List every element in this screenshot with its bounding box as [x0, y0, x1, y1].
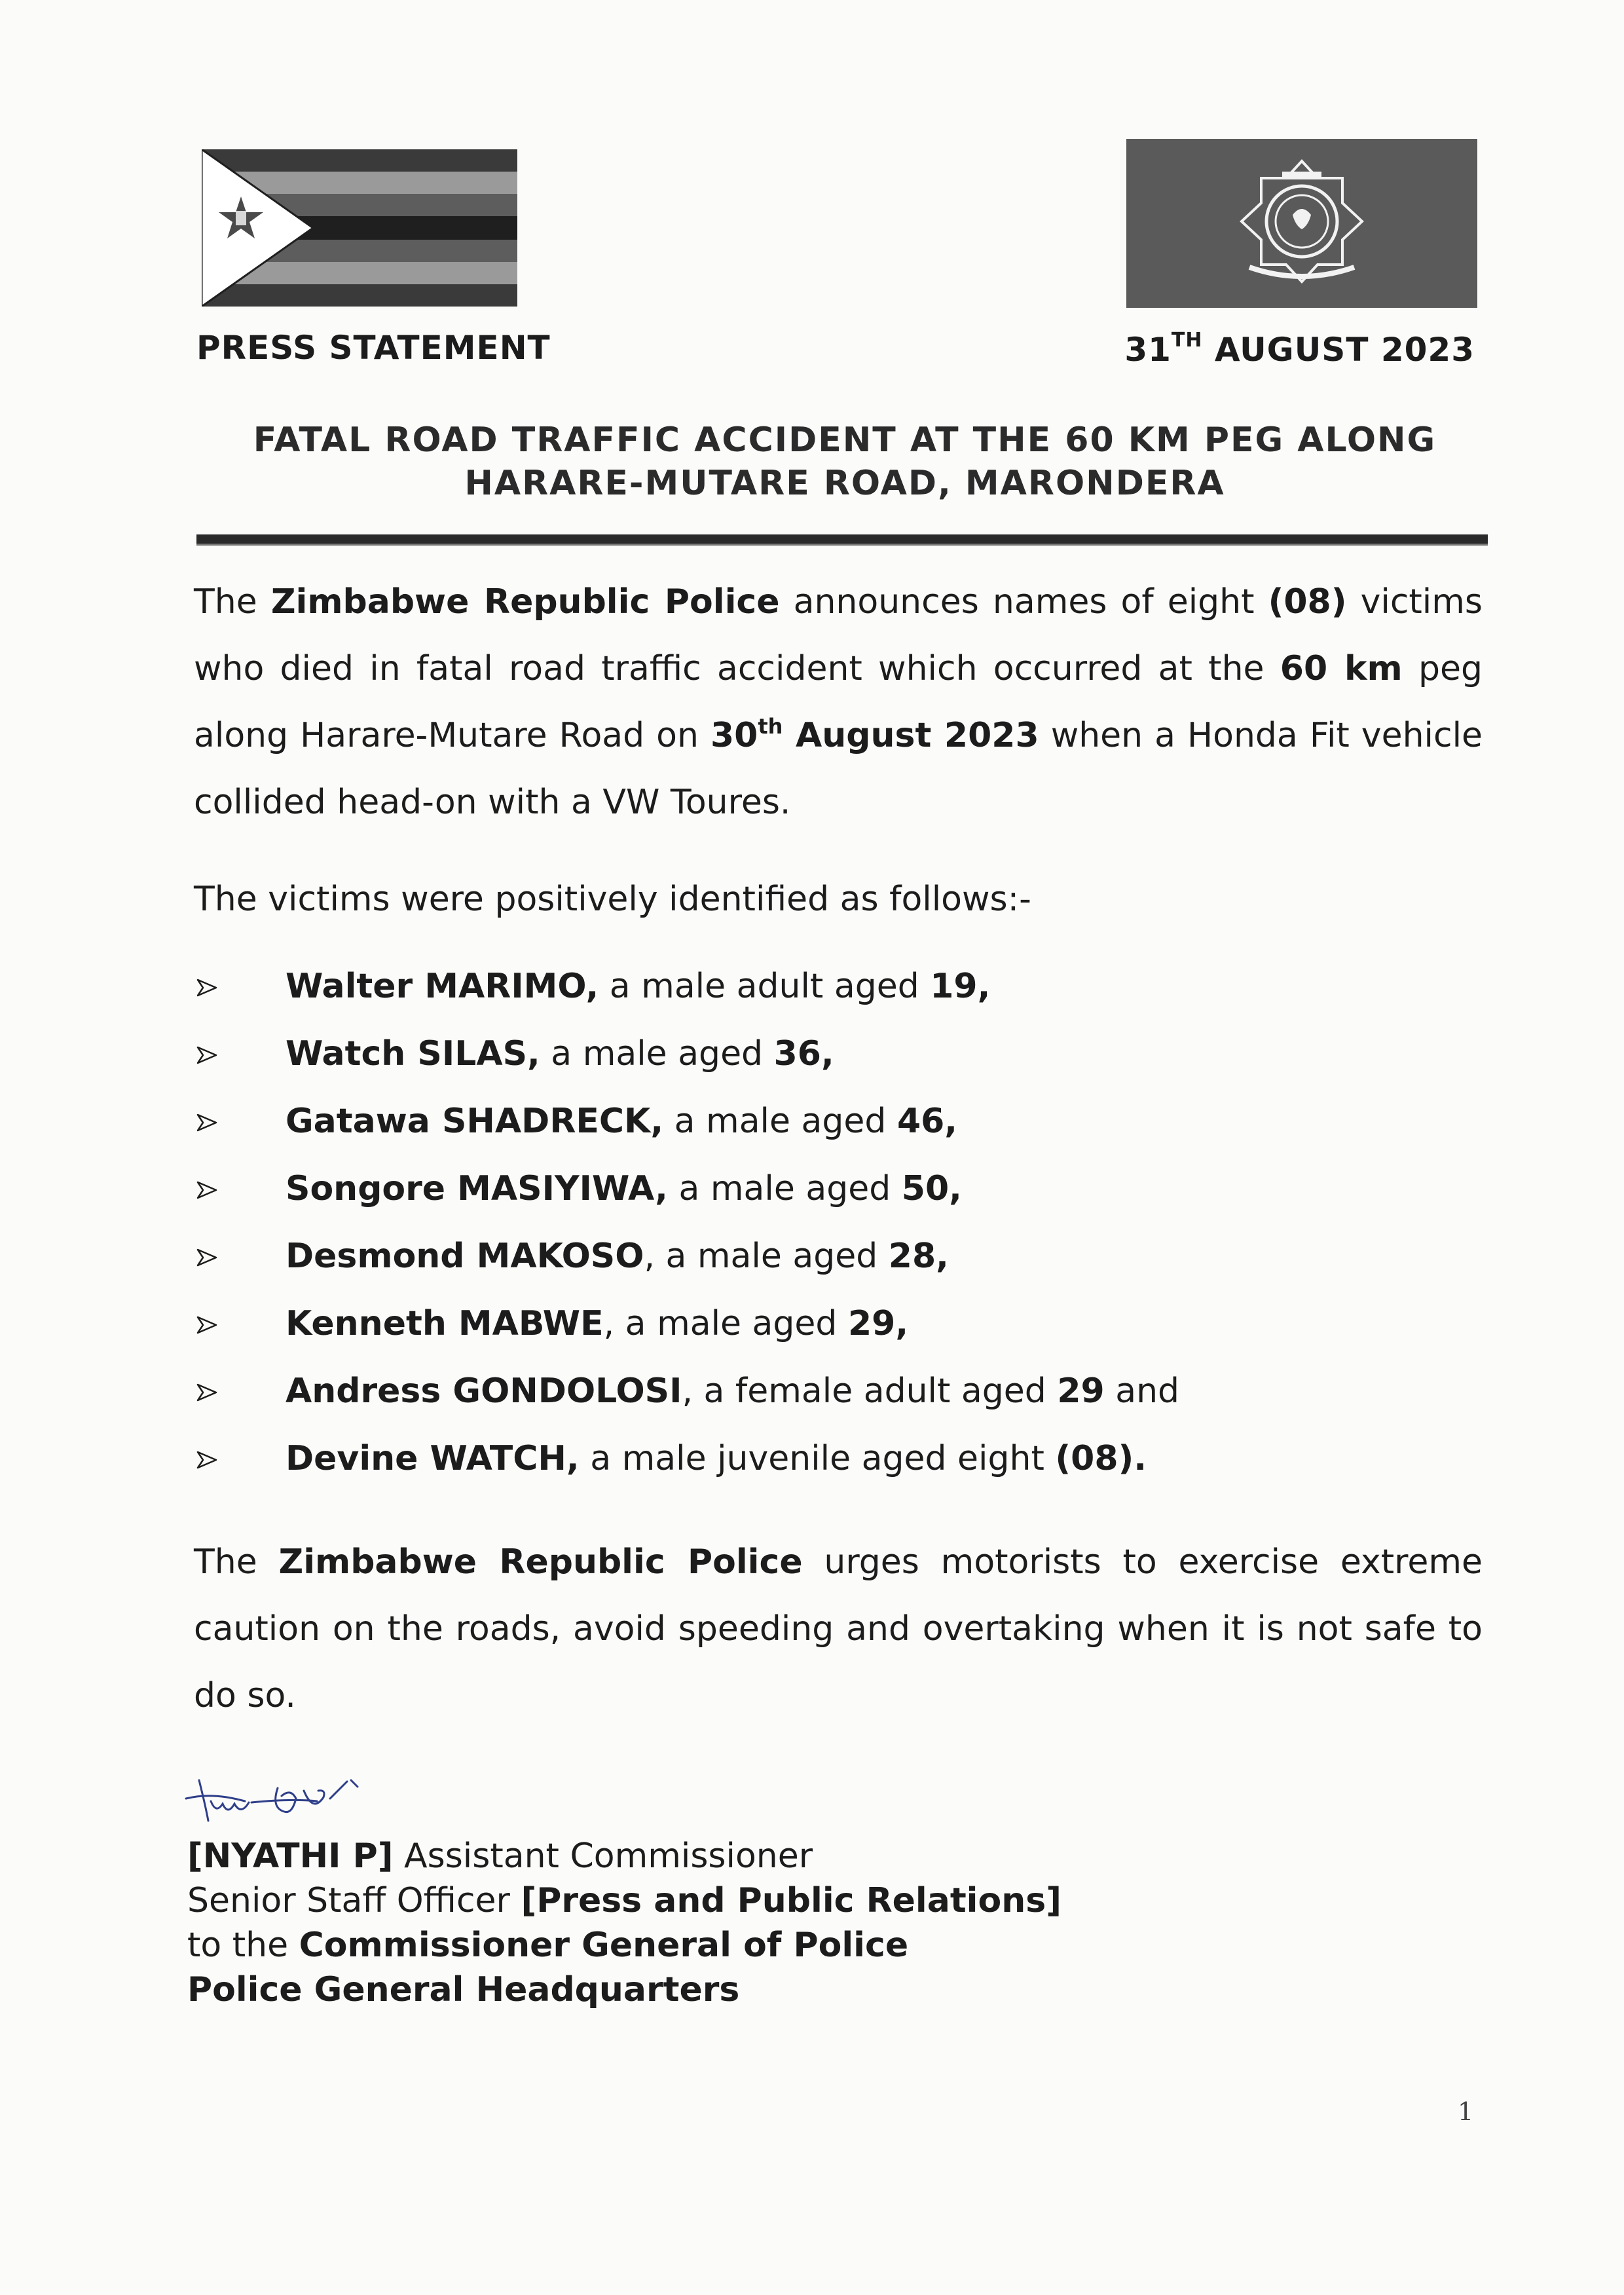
victim-name: Andress GONDOLOSI: [286, 1371, 682, 1411]
victim-name: Gatawa SHADRECK,: [286, 1102, 664, 1141]
victim-name: Watch SILAS,: [286, 1034, 540, 1073]
title-divider: [196, 534, 1488, 546]
statement-title-line-2: HARARE-MUTARE ROAD, MARONDERA: [464, 464, 1225, 503]
identified-line: The victims were positively identified as follows:-: [194, 880, 1031, 919]
arrow-bullet-icon: [194, 1155, 220, 1223]
signatory-office: Senior Staff Officer [Press and Public Relations]: [187, 1881, 1061, 1920]
signatory-hq: Police General Headquarters: [187, 1970, 740, 2009]
arrow-bullet-icon: [194, 1290, 220, 1358]
zimbabwe-flag: [202, 149, 517, 307]
victim-age: 29: [1057, 1371, 1105, 1411]
signatory-to: to the Commissioner General of Police: [187, 1926, 909, 1965]
closing-paragraph: The Zimbabwe Republic Police urges motorists to exercise extreme caution on the roads, avoid speeding and overtaking when it is not safe to do so.: [194, 1542, 1483, 1715]
victim-age: 29,: [847, 1304, 909, 1343]
press-statement-label: PRESS STATEMENT: [196, 329, 551, 367]
victim-age: 50,: [901, 1169, 962, 1208]
arrow-bullet-icon: [194, 1020, 220, 1088]
victim-age: 36,: [773, 1034, 834, 1073]
handwritten-signature: [173, 1762, 409, 1834]
arrow-bullet-icon: [194, 1088, 220, 1155]
arrow-bullet-icon: [194, 953, 220, 1020]
zrp-emblem: [1126, 139, 1477, 308]
arrow-bullet-icon: [194, 1425, 220, 1493]
victim-name: Walter MARIMO,: [286, 967, 599, 1006]
page-number: 1: [1458, 2097, 1474, 2126]
victim-name: Kenneth MABWE: [286, 1304, 604, 1343]
press-statement-page: PRESS STATEMENT 31TH AUGUST 2023 FATAL ROAD TRAFFIC ACCIDENT AT THE 60 KM PEG ALONG HARARE-MUTARE ROAD, MARONDERA The Zimbabwe Republic Police announces names of eight (08) victims who died in fatal road traffic accident which occurred at the 60 km peg along Harare-Mutare Road on 30th August 2023 when a Honda Fit vehicle collided head-on with a VW Toures. The victims were positively identified as follows:- Walter MARIMO, a male adult aged 19, Watch SILAS, a male aged 36, Gatawa SHADRECK, a male aged 46, Songore MASIYIWA, a male aged 50, Desmond MAKOSO, a male aged 28, Kenneth MABWE, a male aged 29, Andress GONDOLOSI, a female adult aged 29 and Devine WATCH, a male juvenile aged eight (08). The Zimbabwe Republic Police urges motorists to exercise extreme caution on the roads, avoid speeding and overtaking when it is not safe to do so. [NYATHI P] Assistant Commissioner Senior Staff Officer [Press and Public Relations] to the Commissioner General of Police Police General Headquarters 1: [0, 0, 1624, 2295]
arrow-bullet-icon: [194, 1223, 220, 1290]
victim-age: 28,: [888, 1237, 949, 1276]
victim-age: 19,: [930, 967, 991, 1006]
arrow-bullet-icon: [194, 1358, 220, 1425]
intro-paragraph: The Zimbabwe Republic Police announces names of eight (08) victims who died in fatal road traffic accident which occurred at the 60 km peg along Harare-Mutare Road on 30th August 2023 when a Honda Fit vehicle collided head-on with a VW Toures.: [194, 582, 1483, 822]
victim-name: Songore MASIYIWA,: [286, 1169, 668, 1208]
statement-date: 31TH AUGUST 2023: [1124, 329, 1475, 369]
victim-age: (08).: [1055, 1439, 1147, 1478]
victim-age: 46,: [896, 1102, 958, 1141]
signatory-name: [NYATHI P] Assistant Commissioner: [187, 1837, 813, 1876]
statement-title-line-1: FATAL ROAD TRAFFIC ACCIDENT AT THE 60 KM PEG ALONG: [253, 420, 1437, 460]
victim-name: Devine WATCH,: [286, 1439, 580, 1478]
victim-name: Desmond MAKOSO: [286, 1237, 644, 1276]
